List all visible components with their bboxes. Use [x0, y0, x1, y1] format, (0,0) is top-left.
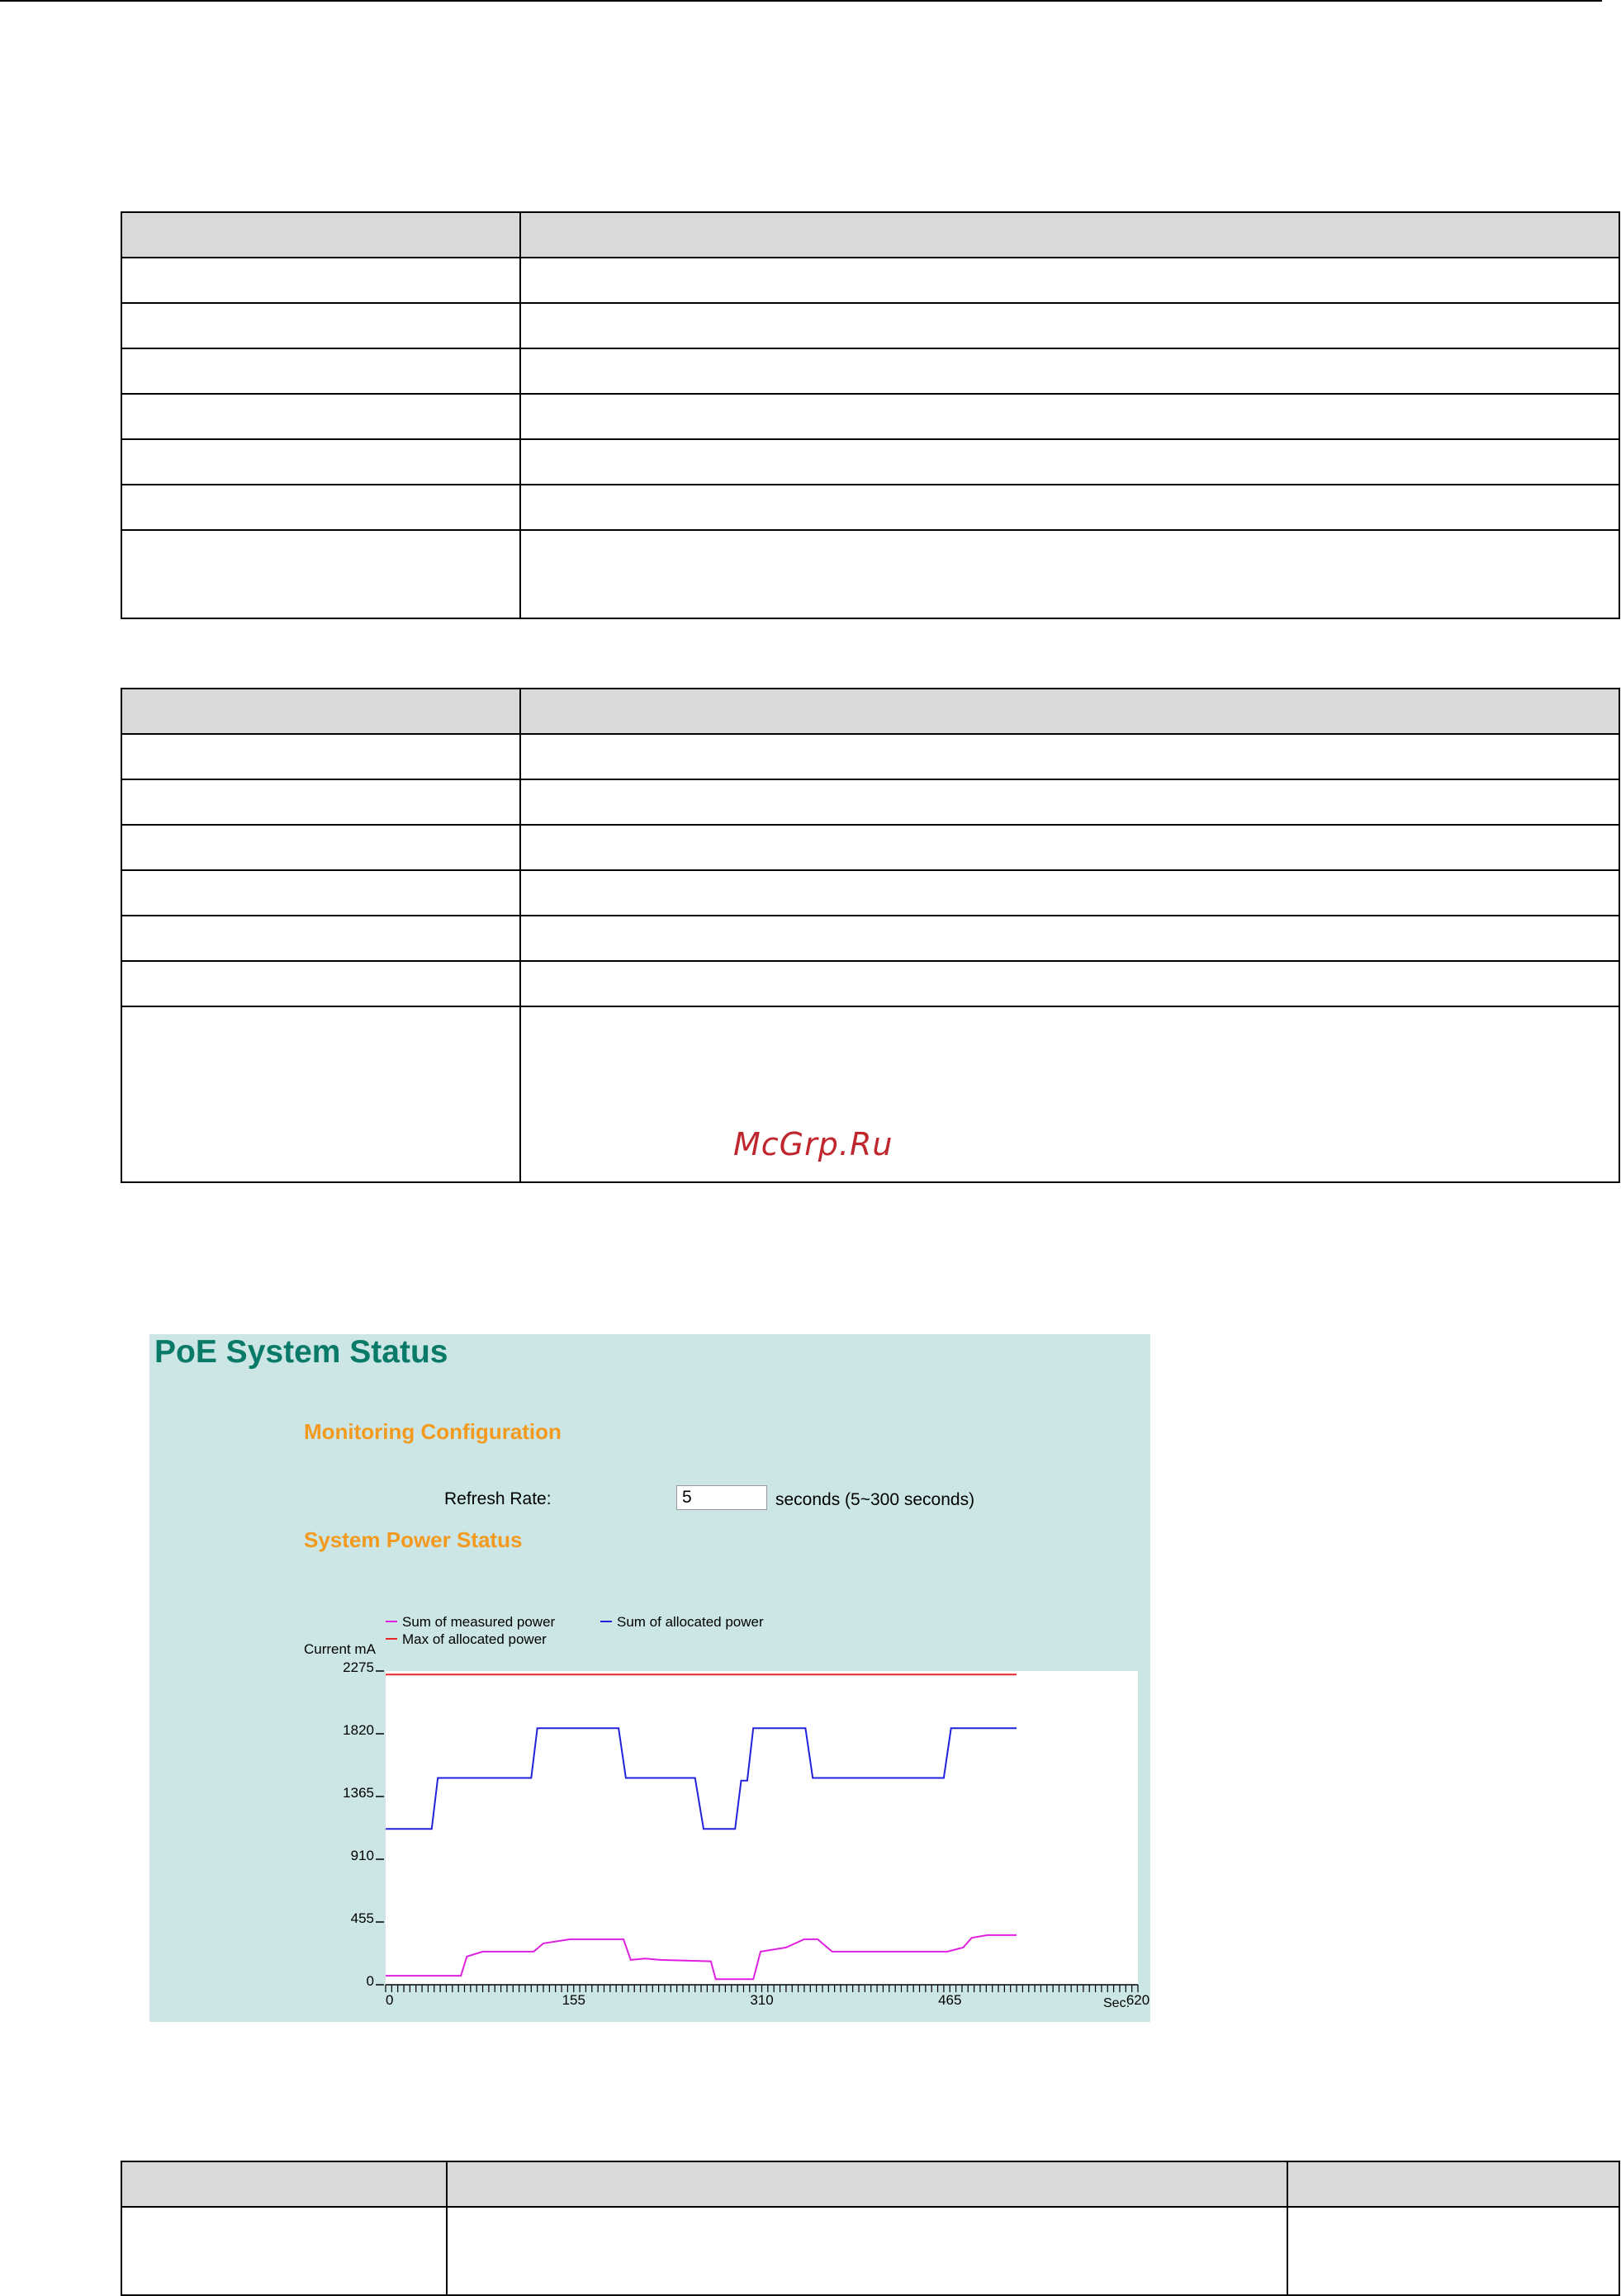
table3-cell [121, 2207, 447, 2295]
table1-cell [520, 439, 1619, 485]
table2-cell [520, 870, 1619, 916]
table1-cell [121, 394, 520, 439]
table2-header-cell [520, 689, 1619, 734]
parameter-table-3 [121, 2161, 1620, 2296]
table2-cell [121, 961, 520, 1006]
page-title: PoE System Status [154, 1334, 448, 1370]
table2-cell [520, 961, 1619, 1006]
x-tick-label: 0 [386, 1992, 394, 2008]
y-tick-label: 2275 [343, 1659, 374, 1675]
table3-header-cell [447, 2161, 1287, 2207]
monitoring-config-title: Monitoring Configuration [304, 1419, 562, 1444]
table2-cell [520, 1006, 1619, 1182]
table3-header-cell [1287, 2161, 1619, 2207]
y-tick-label: 0 [366, 1973, 374, 1989]
table1-cell [121, 485, 520, 530]
watermark: McGrp.Ru [733, 1126, 893, 1162]
legend-label-allocated: Sum of allocated power [617, 1614, 764, 1630]
table3-header-cell [121, 2161, 447, 2207]
parameter-table-2 [121, 688, 1620, 1183]
table2-cell [121, 870, 520, 916]
poe-system-status-panel [149, 1334, 1150, 2022]
table2-cell [121, 734, 520, 779]
x-tick-label: 310 [750, 1992, 774, 2008]
table2-cell [121, 1006, 520, 1182]
table2-cell [520, 779, 1619, 825]
x-tick-label: 465 [938, 1992, 962, 2008]
plot-area [386, 1671, 1138, 1985]
y-tick-label: 910 [350, 1848, 374, 1863]
table1-cell [520, 394, 1619, 439]
table1-cell [520, 485, 1619, 530]
power-chart [149, 1334, 1150, 2022]
table2-cell [520, 916, 1619, 961]
table1-cell [121, 348, 520, 394]
y-tick-label: 455 [350, 1910, 374, 1926]
refresh-rate-hint: seconds (5~300 seconds) [775, 1490, 975, 1509]
table1-header-cell [520, 212, 1619, 258]
legend-label-max: Max of allocated power [402, 1631, 547, 1647]
system-power-status-title: System Power Status [304, 1527, 523, 1552]
table2-cell [121, 825, 520, 870]
table1-cell [520, 530, 1619, 618]
parameter-table-1 [121, 211, 1620, 619]
y-tick-label: 1820 [343, 1722, 374, 1738]
x-axis-label: Sec. [1103, 1996, 1130, 2010]
table1-cell [121, 258, 520, 303]
table1-header-cell [121, 212, 520, 258]
x-tick-label: 620 [1126, 1992, 1150, 2008]
table3-cell [1287, 2207, 1619, 2295]
table2-cell [121, 779, 520, 825]
x-tick-label: 155 [562, 1992, 585, 2008]
y-tick-label: 1365 [343, 1785, 374, 1801]
table2-cell [520, 825, 1619, 870]
refresh-rate-label: Refresh Rate: [444, 1489, 552, 1508]
table1-cell [121, 439, 520, 485]
legend-label-measured: Sum of measured power [402, 1614, 556, 1630]
table1-cell [520, 348, 1619, 394]
table2-header-cell [121, 689, 520, 734]
table1-cell [121, 303, 520, 348]
y-axis [343, 1659, 384, 1989]
header-rule [0, 0, 1602, 2]
x-axis [386, 1985, 1149, 2008]
table3-cell [447, 2207, 1287, 2295]
table2-cell [520, 734, 1619, 779]
table1-cell [520, 258, 1619, 303]
y-axis-label: Current mA [304, 1641, 376, 1657]
table1-cell [121, 530, 520, 618]
table2-cell [121, 916, 520, 961]
table1-cell [520, 303, 1619, 348]
